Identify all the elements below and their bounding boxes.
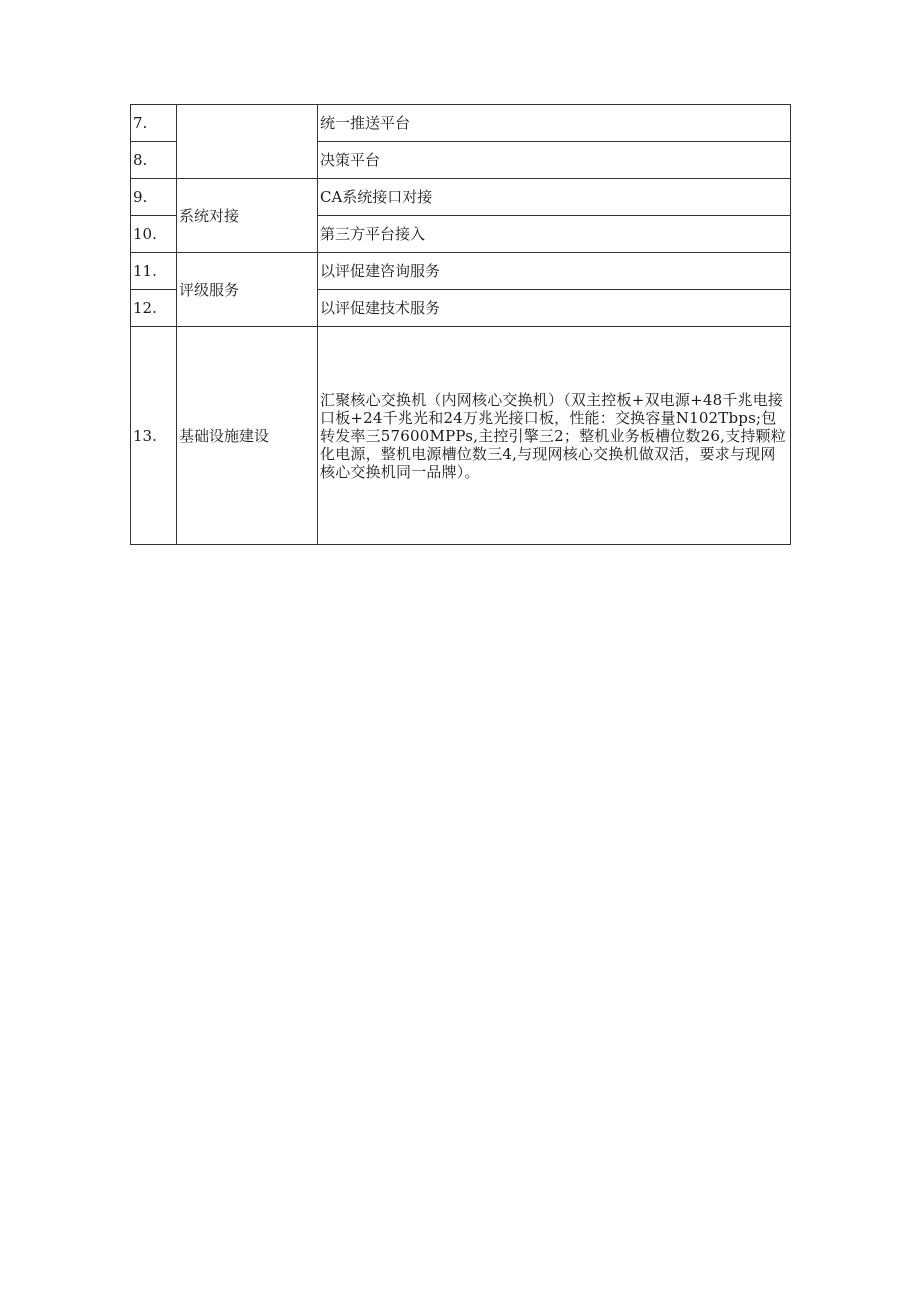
row-number: 11. bbox=[131, 253, 177, 290]
table-row bbox=[131, 253, 791, 290]
item-cell-description: 汇聚核心交换机（内网核心交换机）（双主控板+双电源+48千兆电接口板+24千兆光和24万兆光接口板，性能：交换容量N102Tbps;包转发率三57600MPPs,主控引擎三2；整机业务板槽位数26,支持颗粒化电源，整机电源槽位数三4,与现网核心交换机做双活，要求与现网核心交换机同一品牌）。 bbox=[318, 327, 791, 545]
item-cell: 决策平台 bbox=[318, 142, 791, 179]
category-cell-empty bbox=[177, 105, 318, 179]
category-cell: 基础设施建设 bbox=[177, 327, 318, 545]
category-cell: 评级服务 bbox=[177, 253, 318, 327]
table-row bbox=[131, 327, 791, 545]
row-number: 10. bbox=[131, 216, 177, 253]
table-row bbox=[131, 105, 791, 142]
item-cell: 以评促建技术服务 bbox=[318, 290, 791, 327]
requirements-table bbox=[130, 104, 791, 545]
row-number: 9. bbox=[131, 179, 177, 216]
item-cell: 统一推送平台 bbox=[318, 105, 791, 142]
item-cell: CA系统接口对接 bbox=[318, 179, 791, 216]
item-cell: 以评促建咨询服务 bbox=[318, 253, 791, 290]
row-number: 12. bbox=[131, 290, 177, 327]
row-number: 13. bbox=[131, 327, 177, 545]
row-number: 8. bbox=[131, 142, 177, 179]
row-number: 7. bbox=[131, 105, 177, 142]
item-cell: 第三方平台接入 bbox=[318, 216, 791, 253]
table-row bbox=[131, 179, 791, 216]
category-cell: 系统对接 bbox=[177, 179, 318, 253]
